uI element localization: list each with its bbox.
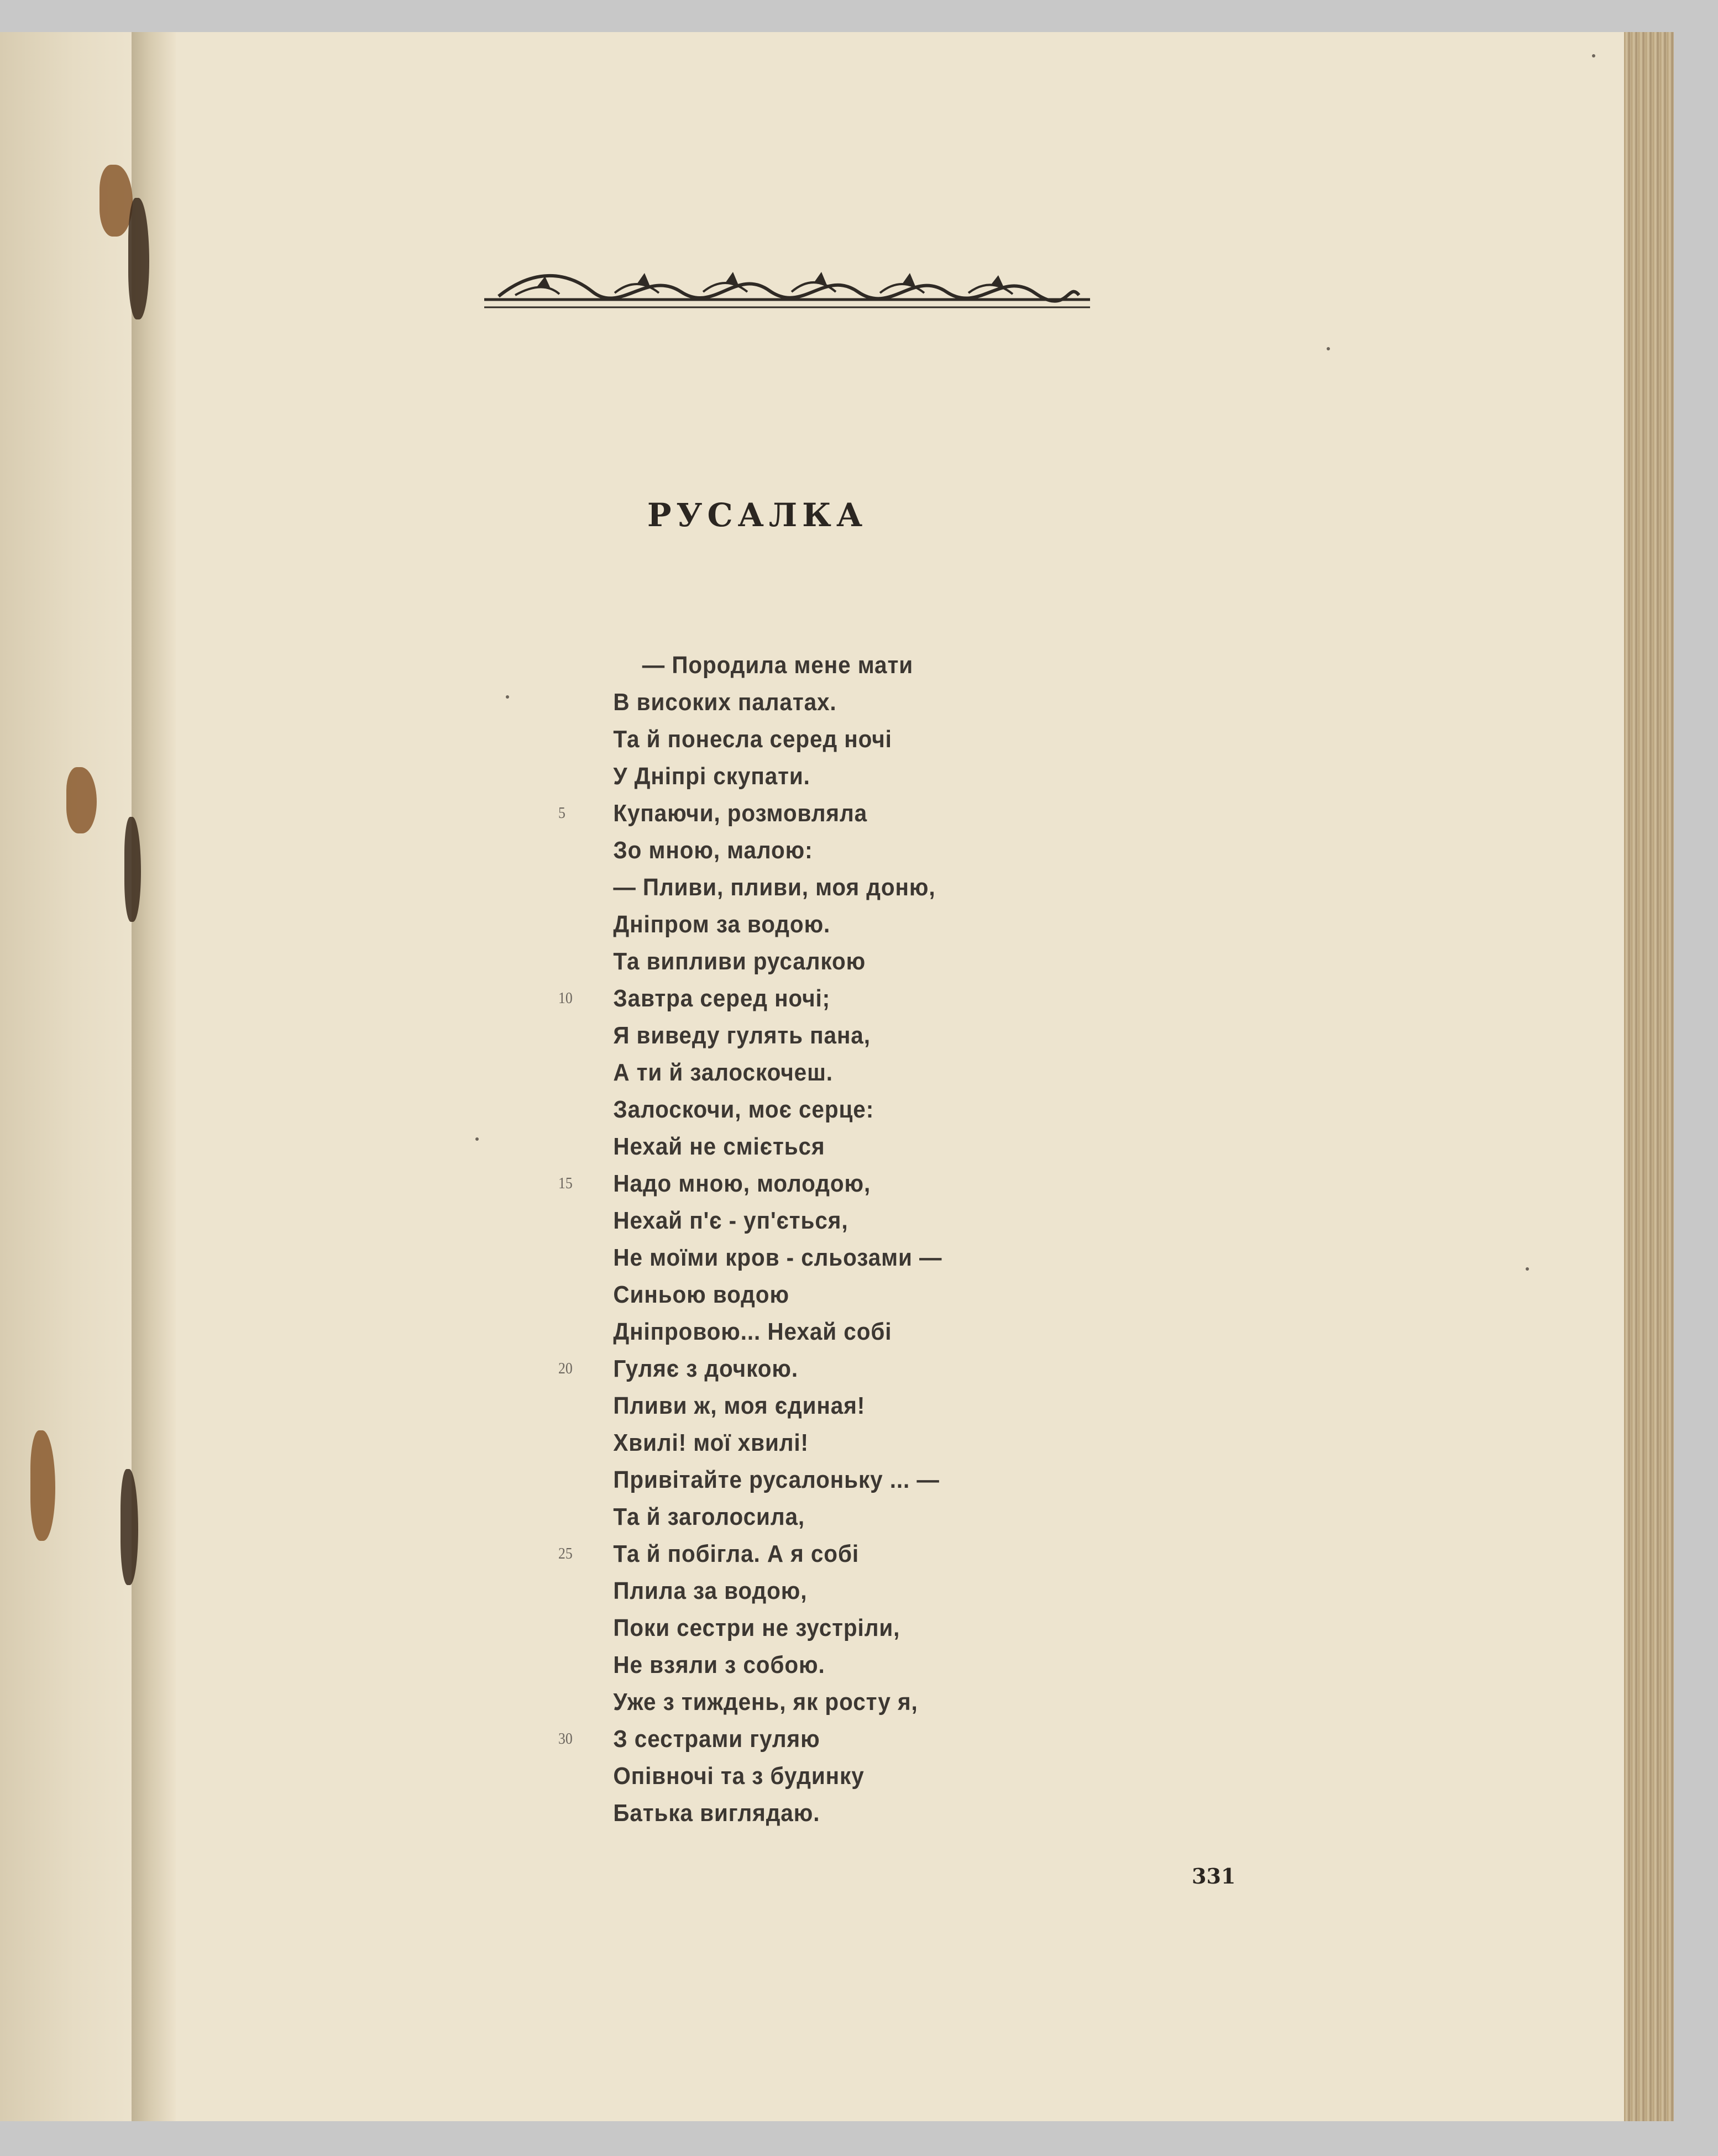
- paper-speck: [475, 1137, 479, 1141]
- paper-speck: [506, 695, 509, 699]
- page-number: 331: [1192, 1864, 1236, 1889]
- poem-line: [558, 1683, 1016, 1720]
- poem-body: [558, 647, 1056, 1832]
- poem-line: [558, 1313, 1016, 1350]
- poem-line: [558, 1646, 1016, 1683]
- line-number: 15: [558, 1175, 573, 1192]
- line-text: Плила за водою,: [613, 1577, 808, 1604]
- poem-line: [558, 1795, 1016, 1832]
- page-stack-edge: [1624, 32, 1674, 2121]
- decorative-ornament-icon: [482, 253, 1092, 318]
- line-text: Та випливи русалкою: [613, 948, 866, 975]
- poem-line: [558, 1609, 1016, 1646]
- line-text: Опівночі та з будинку: [613, 1762, 865, 1790]
- line-number: 20: [558, 1360, 573, 1377]
- poem-line: [558, 721, 1016, 758]
- poem-line: [558, 1239, 1016, 1276]
- line-text: Поки сестри не зустріли,: [613, 1614, 900, 1641]
- line-text: Батька виглядаю.: [613, 1800, 820, 1827]
- line-text: Завтра серед ночі;: [613, 985, 831, 1012]
- poem-line: [558, 1424, 1016, 1461]
- poem-line: [558, 758, 1016, 795]
- poem-line: [558, 906, 1016, 943]
- poem-line: [558, 1572, 1016, 1609]
- poem-line: [558, 1017, 1016, 1054]
- line-text: Та й понесла серед ночі: [613, 726, 892, 753]
- poem-line: [558, 1276, 1016, 1313]
- poem-title: РУСАЛКА: [647, 496, 868, 534]
- poem-line: [558, 1758, 1016, 1795]
- line-text: Не моїми кров - сльозами —: [613, 1244, 942, 1271]
- stain-mark: [66, 767, 97, 833]
- line-text: Дніпром за водою.: [613, 911, 831, 938]
- line-text: Дніпровою... Нехай собі: [613, 1318, 892, 1345]
- poem-line: [558, 1165, 1016, 1202]
- line-text: Хвилі! мої хвилі!: [613, 1429, 809, 1456]
- poem-line: [558, 1128, 1016, 1165]
- poem-line: [558, 1054, 1016, 1091]
- paper-speck: [1592, 54, 1595, 57]
- line-text: Нехай не сміється: [613, 1133, 825, 1160]
- poem-line: [558, 980, 1016, 1017]
- line-text: Зо мною, малою:: [613, 837, 813, 864]
- line-text: З сестрами гуляю: [613, 1725, 820, 1753]
- line-number: 5: [558, 805, 565, 822]
- line-text: В високих палатах.: [613, 689, 837, 716]
- line-text: Пливи ж, моя єдиная!: [613, 1392, 866, 1419]
- poem-line: [558, 832, 1016, 869]
- poem-line: [558, 1461, 1016, 1498]
- line-number: 10: [558, 990, 573, 1007]
- line-text: Не взяли з собою.: [613, 1651, 825, 1678]
- stain-mark: [99, 165, 133, 237]
- poem-line: [558, 869, 1016, 906]
- line-text: Гуляє з дочкою.: [613, 1355, 799, 1382]
- line-text: У Дніпрі скупати.: [613, 763, 810, 790]
- line-text: Залоскочи, моє серце:: [613, 1096, 874, 1123]
- line-text: — Пливи, пливи, моя доню,: [613, 874, 936, 901]
- line-text: Привітайте русалоньку ... —: [613, 1466, 940, 1493]
- poem-line: [558, 795, 1016, 832]
- line-text: Купаючи, розмовляла: [613, 800, 868, 827]
- poem-line: [558, 1387, 1016, 1424]
- poem-line: [558, 1535, 1016, 1572]
- poem-line: [558, 647, 1016, 684]
- line-number: 30: [558, 1730, 573, 1748]
- line-text: Уже з тиждень, як росту я,: [613, 1688, 918, 1716]
- line-text: Та й побігла. А я собі: [613, 1540, 860, 1567]
- book-page: [0, 32, 1674, 2121]
- poem-line: [558, 684, 1016, 721]
- line-text: Та й заголосила,: [613, 1503, 805, 1530]
- poem-line: [558, 1498, 1016, 1535]
- paper-speck: [1526, 1267, 1529, 1271]
- line-text: Нехай п'є - уп'ється,: [613, 1207, 848, 1234]
- paper-speck: [1327, 347, 1330, 350]
- poem-line: [558, 943, 1016, 980]
- book-gutter: [132, 32, 176, 2121]
- poem-line: [558, 1720, 1016, 1758]
- line-text: Надо мною, молодою,: [613, 1170, 871, 1197]
- line-text: А ти й залоскочеш.: [613, 1059, 833, 1086]
- line-text: Я виведу гулять пана,: [613, 1022, 871, 1049]
- poem-line: [558, 1202, 1016, 1239]
- poem-line: [558, 1091, 1016, 1128]
- line-text: Синьою водою: [613, 1281, 789, 1308]
- line-text: — Породила мене мати: [642, 652, 914, 679]
- line-number: 25: [558, 1545, 573, 1562]
- poem-line: [558, 1350, 1016, 1387]
